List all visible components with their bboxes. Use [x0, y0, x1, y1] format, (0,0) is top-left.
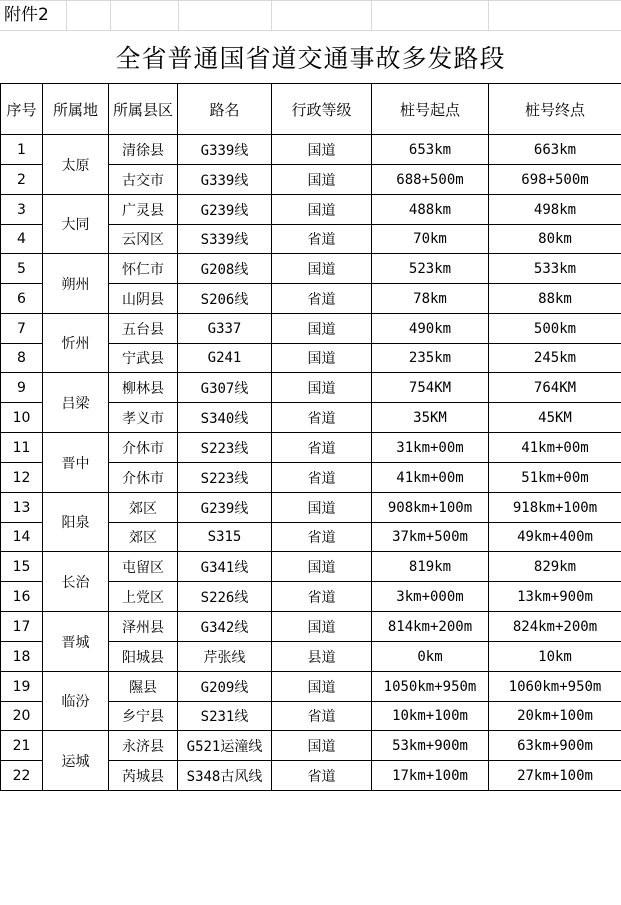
table-row — [1, 373, 621, 403]
cell-city: 晋中 — [43, 433, 109, 493]
cell-road: S206线 — [178, 284, 272, 314]
cell-seq: 8 — [1, 344, 43, 373]
cell-county: 芮城县 — [109, 761, 178, 791]
cell-road: S315 — [178, 523, 272, 552]
cell-seq: 21 — [1, 731, 43, 761]
cell-grade: 县道 — [272, 642, 372, 672]
cell-end: 41km+00m — [489, 433, 621, 463]
cell-seq: 15 — [1, 552, 43, 582]
cell-grade: 省道 — [272, 433, 372, 463]
cell-county: 上党区 — [109, 582, 178, 612]
header-end: 桩号终点 — [489, 84, 621, 135]
cell-seq: 4 — [1, 225, 43, 254]
cell-end: 49km+400m — [489, 523, 621, 552]
cell-road: S223线 — [178, 433, 272, 463]
cell-end: 63km+900m — [489, 731, 621, 761]
cell-grade: 国道 — [272, 344, 372, 373]
table-row — [1, 672, 621, 702]
cell-county: 乡宁县 — [109, 702, 178, 731]
cell-road: G339线 — [178, 135, 272, 165]
cell-seq: 7 — [1, 314, 43, 344]
cell-start: 523km — [372, 254, 489, 284]
cell-road: 芹张线 — [178, 642, 272, 672]
cell-grade: 省道 — [272, 761, 372, 791]
cell-grade: 省道 — [272, 284, 372, 314]
grid-line — [178, 0, 179, 31]
grid-line — [0, 0, 621, 1]
cell-grade: 省道 — [272, 463, 372, 493]
cell-seq: 18 — [1, 642, 43, 672]
cell-county: 怀仁市 — [109, 254, 178, 284]
cell-seq: 22 — [1, 761, 43, 791]
cell-end: 498km — [489, 195, 621, 225]
cell-county: 泽州县 — [109, 612, 178, 642]
cell-end: 918km+100m — [489, 493, 621, 523]
header-city: 所属地 — [43, 84, 109, 135]
cell-end: 51km+00m — [489, 463, 621, 493]
cell-county: 孝义市 — [109, 403, 178, 433]
cell-start: 235km — [372, 344, 489, 373]
cell-start: 488km — [372, 195, 489, 225]
cell-county: 五台县 — [109, 314, 178, 344]
cell-start: 70km — [372, 225, 489, 254]
cell-city: 朔州 — [43, 254, 109, 314]
cell-end: 27km+100m — [489, 761, 621, 791]
cell-seq: 12 — [1, 463, 43, 493]
cell-grade: 国道 — [272, 135, 372, 165]
cell-road: G241 — [178, 344, 272, 373]
cell-end: 824km+200m — [489, 612, 621, 642]
cell-road: G239线 — [178, 195, 272, 225]
cell-start: 41km+00m — [372, 463, 489, 493]
cell-road: S339线 — [178, 225, 272, 254]
cell-county: 郊区 — [109, 493, 178, 523]
accident-road-table — [0, 83, 621, 791]
cell-end: 13km+900m — [489, 582, 621, 612]
cell-grade: 省道 — [272, 225, 372, 254]
cell-start: 78km — [372, 284, 489, 314]
cell-end: 10km — [489, 642, 621, 672]
cell-county: 屯留区 — [109, 552, 178, 582]
cell-seq: 2 — [1, 165, 43, 195]
cell-city: 阳泉 — [43, 493, 109, 552]
cell-seq: 6 — [1, 284, 43, 314]
cell-grade: 国道 — [272, 195, 372, 225]
header-grade: 行政等级 — [272, 84, 372, 135]
cell-city: 临汾 — [43, 672, 109, 731]
cell-county: 柳林县 — [109, 373, 178, 403]
cell-grade: 国道 — [272, 612, 372, 642]
cell-county: 阳城县 — [109, 642, 178, 672]
cell-road: S223线 — [178, 463, 272, 493]
cell-start: 0km — [372, 642, 489, 672]
cell-seq: 17 — [1, 612, 43, 642]
cell-end: 663km — [489, 135, 621, 165]
grid-line — [110, 0, 111, 31]
cell-road: G209线 — [178, 672, 272, 702]
cell-start: 37km+500m — [372, 523, 489, 552]
header-county: 所属县区 — [109, 84, 178, 135]
cell-end: 88km — [489, 284, 621, 314]
cell-road: S348古风线 — [178, 761, 272, 791]
grid-line — [66, 0, 67, 31]
cell-start: 1050km+950m — [372, 672, 489, 702]
cell-road: G307线 — [178, 373, 272, 403]
attachment-row — [0, 0, 621, 31]
cell-start: 908km+100m — [372, 493, 489, 523]
table-row — [1, 731, 621, 761]
cell-grade: 国道 — [272, 552, 372, 582]
cell-start: 17km+100m — [372, 761, 489, 791]
cell-grade: 国道 — [272, 672, 372, 702]
cell-start: 3km+000m — [372, 582, 489, 612]
cell-grade: 国道 — [272, 314, 372, 344]
cell-grade: 国道 — [272, 731, 372, 761]
cell-county: 广灵县 — [109, 195, 178, 225]
cell-end: 20km+100m — [489, 702, 621, 731]
cell-start: 653km — [372, 135, 489, 165]
cell-grade: 国道 — [272, 373, 372, 403]
cell-start: 688+500m — [372, 165, 489, 195]
cell-grade: 省道 — [272, 582, 372, 612]
cell-seq: 10 — [1, 403, 43, 433]
table-row — [1, 135, 621, 165]
cell-county: 隰县 — [109, 672, 178, 702]
cell-city: 忻州 — [43, 314, 109, 373]
cell-city: 晋城 — [43, 612, 109, 672]
table-row — [1, 254, 621, 284]
cell-seq: 3 — [1, 195, 43, 225]
cell-grade: 省道 — [272, 702, 372, 731]
cell-end: 45KM — [489, 403, 621, 433]
header-start: 桩号起点 — [372, 84, 489, 135]
cell-start: 10km+100m — [372, 702, 489, 731]
cell-road: G208线 — [178, 254, 272, 284]
cell-county: 山阴县 — [109, 284, 178, 314]
cell-end: 698+500m — [489, 165, 621, 195]
cell-road: S231线 — [178, 702, 272, 731]
cell-city: 吕梁 — [43, 373, 109, 433]
cell-end: 245km — [489, 344, 621, 373]
cell-county: 清徐县 — [109, 135, 178, 165]
cell-county: 郊区 — [109, 523, 178, 552]
cell-road: G339线 — [178, 165, 272, 195]
cell-end: 1060km+950m — [489, 672, 621, 702]
table-row — [1, 195, 621, 225]
table-body — [1, 135, 621, 791]
cell-grade: 国道 — [272, 254, 372, 284]
table-row — [1, 433, 621, 463]
grid-line — [271, 0, 272, 31]
header-seq: 序号 — [1, 84, 43, 135]
table-header-row — [1, 84, 621, 135]
cell-county: 永济县 — [109, 731, 178, 761]
cell-road: G521运潼线 — [178, 731, 272, 761]
cell-end: 764KM — [489, 373, 621, 403]
cell-start: 53km+900m — [372, 731, 489, 761]
cell-seq: 9 — [1, 373, 43, 403]
cell-seq: 13 — [1, 493, 43, 523]
cell-county: 古交市 — [109, 165, 178, 195]
table-row — [1, 493, 621, 523]
table-row — [1, 552, 621, 582]
cell-city: 长治 — [43, 552, 109, 612]
cell-county: 介休市 — [109, 463, 178, 493]
cell-road: S226线 — [178, 582, 272, 612]
header-road: 路名 — [178, 84, 272, 135]
attachment-label: 附件2 — [4, 5, 49, 25]
cell-road: G342线 — [178, 612, 272, 642]
grid-line — [488, 0, 489, 31]
cell-end: 533km — [489, 254, 621, 284]
cell-county: 云冈区 — [109, 225, 178, 254]
cell-seq: 5 — [1, 254, 43, 284]
cell-city: 太原 — [43, 135, 109, 195]
grid-line — [371, 0, 372, 31]
cell-road: G239线 — [178, 493, 272, 523]
cell-county: 宁武县 — [109, 344, 178, 373]
page-title: 全省普通国省道交通事故多发路段 — [115, 44, 506, 73]
cell-end: 500km — [489, 314, 621, 344]
cell-county: 介休市 — [109, 433, 178, 463]
table-row — [1, 314, 621, 344]
cell-seq: 19 — [1, 672, 43, 702]
cell-road: S340线 — [178, 403, 272, 433]
cell-grade: 省道 — [272, 403, 372, 433]
cell-seq: 14 — [1, 523, 43, 552]
cell-start: 819km — [372, 552, 489, 582]
cell-seq: 11 — [1, 433, 43, 463]
cell-end: 829km — [489, 552, 621, 582]
cell-end: 80km — [489, 225, 621, 254]
cell-grade: 国道 — [272, 493, 372, 523]
cell-seq: 16 — [1, 582, 43, 612]
cell-start: 814km+200m — [372, 612, 489, 642]
cell-grade: 国道 — [272, 165, 372, 195]
cell-start: 31km+00m — [372, 433, 489, 463]
cell-road: G341线 — [178, 552, 272, 582]
cell-city: 运城 — [43, 731, 109, 791]
cell-road: G337 — [178, 314, 272, 344]
table-row — [1, 612, 621, 642]
cell-seq: 1 — [1, 135, 43, 165]
cell-start: 754KM — [372, 373, 489, 403]
cell-start: 35KM — [372, 403, 489, 433]
cell-grade: 省道 — [272, 523, 372, 552]
cell-city: 大同 — [43, 195, 109, 254]
cell-seq: 20 — [1, 702, 43, 731]
cell-start: 490km — [372, 314, 489, 344]
